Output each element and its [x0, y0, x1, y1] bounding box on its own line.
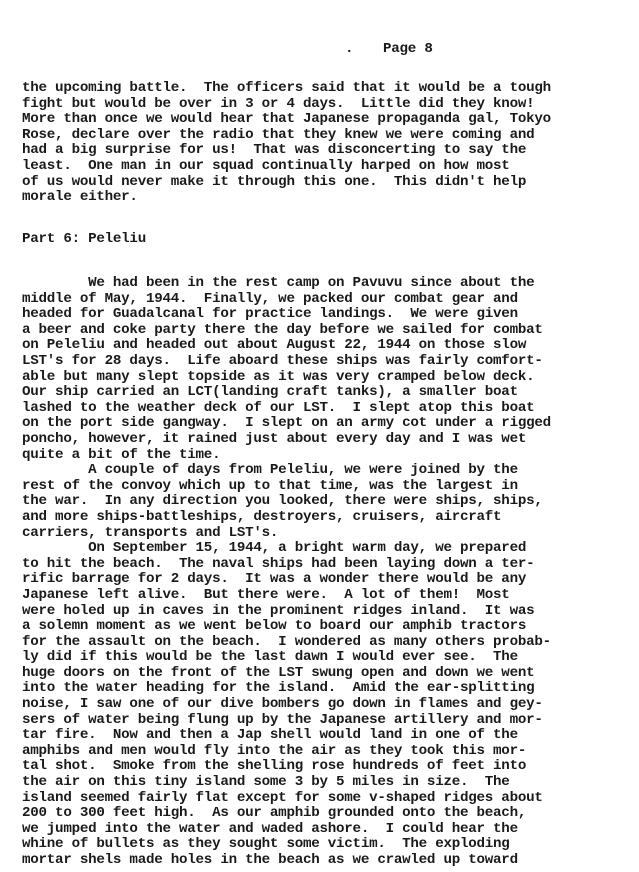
text-line: rific barrage for 2 days. It was a wonder there would be any [22, 571, 527, 588]
text-line: into the water heading for the island. Amid the ear-splitting [22, 680, 535, 697]
text-line: carriers, transports and LST's. [22, 524, 279, 541]
text-line: able but many slept topside as it was very cramped below deck. [22, 368, 535, 385]
text-line: A couple of days from Peleliu, we were joined by the [22, 462, 518, 479]
text-line: ly did if this would be the last dawn I would ever see. The [22, 649, 518, 666]
text-line: Japanese left alive. But there were. A lot of them! Most [22, 586, 510, 603]
text-line: for the assault on the beach. I wondered as many others probab- [22, 633, 551, 650]
text-line: we jumped into the water and waded ashore. I could hear the [22, 820, 518, 837]
text-line: headed for Guadalcanal for practice landings. We were given [22, 306, 518, 323]
text-line: on Peleliu and headed out about August 22, 1944 on those slow [22, 337, 527, 354]
text-line: a beer and coke party there the day before we sailed for combat [22, 321, 543, 338]
text-line: were holed up in caves in the prominent ridges inland. It was [22, 602, 535, 619]
text-line: of us would never make it through this one. This didn't help [22, 173, 527, 190]
text-line: Our ship carried an LCT(landing craft tanks), a smaller boat [22, 384, 518, 401]
text-line: lashed to the weather deck of our LST. I slept atop this boat [22, 399, 535, 416]
text-line: a solemn moment as we went below to board our amphib tractors [22, 618, 527, 635]
text-line: had a big surprise for us! That was disconcerting to say the [22, 142, 527, 159]
text-line: noise, I saw one of our dive bombers go down in flames and gey- [22, 696, 543, 712]
text-line: to hit the beach. The naval ships had been laying down a ter- [22, 555, 535, 572]
text-line: Rose, declare over the radio that they knew we were coming and [22, 126, 535, 143]
text-line: mortar shels made holes in the beach as we crawled up toward [22, 852, 518, 868]
text-line: middle of May, 1944. Finally, we packed our combat gear and [22, 290, 518, 307]
text-line: On September 15, 1944, a bright warm day, we prepared [22, 540, 527, 557]
text-line: on the port side gangway. I slept on an army cot under a rigged [22, 415, 551, 432]
header-dot: . [345, 41, 354, 57]
text-line: island seemed fairly flat except for some v-shaped ridges about [22, 789, 543, 806]
text-line: the air on this tiny island some 3 by 5 miles in size. The [22, 774, 510, 790]
section-heading: Part 6: Peleliu [22, 231, 146, 248]
text-line: We had been in the rest camp on Pavuvu since about the [22, 274, 535, 291]
text-line: morale either. [22, 189, 138, 206]
text-line: the upcoming battle. The officers said that it would be a tough [22, 80, 551, 96]
text-line: whine of bullets as they sought some victim. The exploding [22, 836, 510, 853]
page-number: Page 8 [383, 41, 433, 57]
text-line: poncho, however, it rained just about every day and I was wet [22, 430, 527, 447]
text-line: 200 to 300 feet high. As our amphib grounded onto the beach, [22, 805, 527, 822]
text-line: rest of the convoy which up to that time, was the largest in [22, 477, 518, 494]
text-line: LST's for 28 days. Life aboard these ships was fairly comfort- [22, 352, 543, 369]
text-line: the war. In any direction you looked, there were ships, ships, [22, 493, 543, 510]
text-line: amphibs and men would fly into the air as they took this mor- [22, 742, 527, 759]
text-line: quite a bit of the time. [22, 446, 221, 463]
text-line: huge doors on the front of the LST swung open and down we went [22, 664, 535, 681]
text-line: tal shot. Smoke from the shelling rose hundreds of feet into [22, 758, 527, 775]
text-line: sers of water being flung up by the Japanese artillery and mor- [22, 711, 543, 728]
text-line: tar fire. Now and then a Jap shell would land in one of the [22, 727, 518, 744]
text-line: least. One man in our squad continually harped on how most [22, 158, 510, 174]
text-line: and more ships-battleships, destroyers, cruisers, aircraft [22, 508, 502, 525]
text-line: fight but would be over in 3 or 4 days. Little did they know! [22, 95, 535, 112]
text-line: More than once we would hear that Japanese propaganda gal, Tokyo [22, 111, 551, 128]
